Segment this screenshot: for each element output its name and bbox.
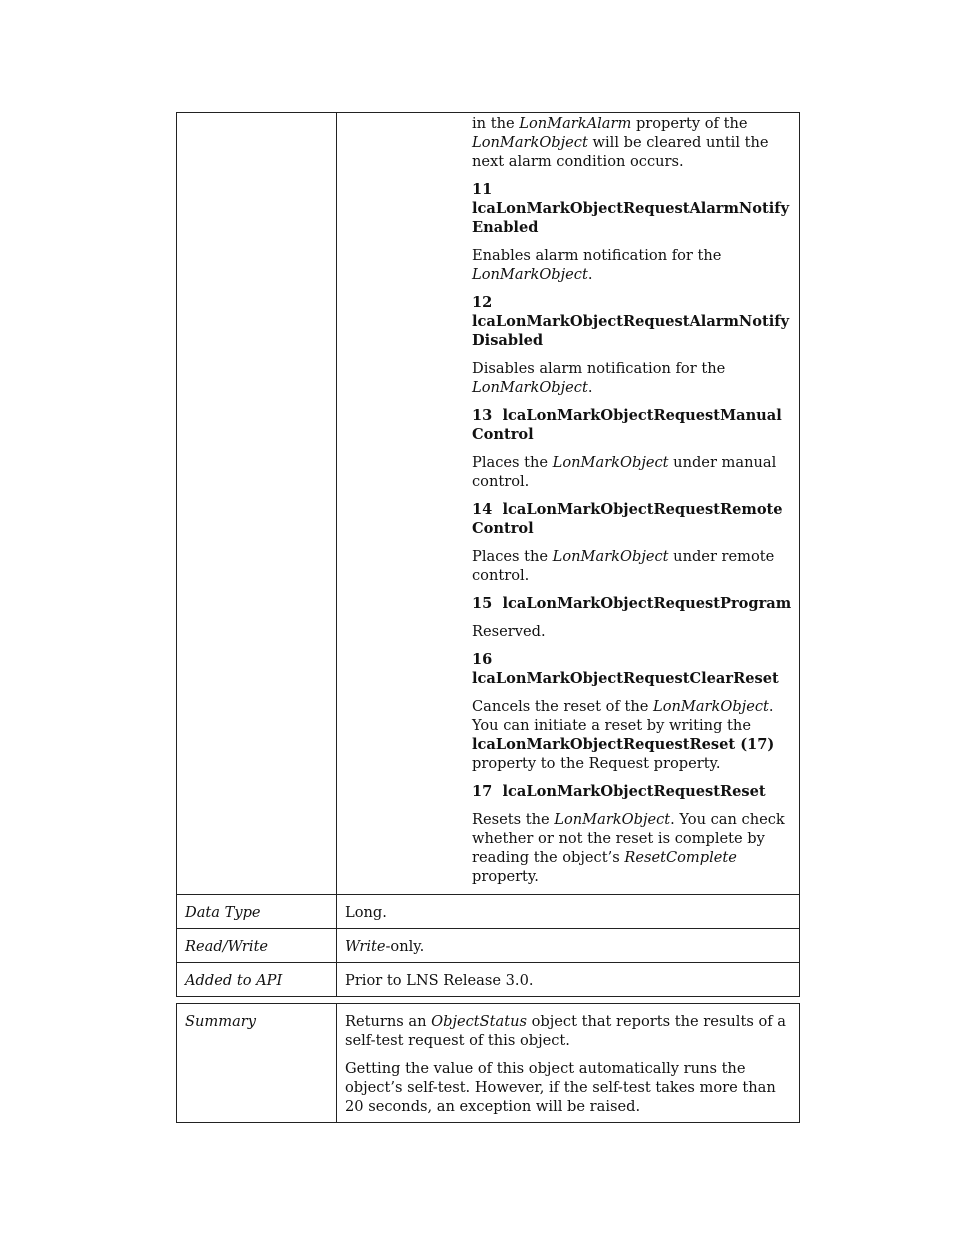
values-label-cell (177, 113, 337, 895)
table-row (177, 895, 800, 929)
value-14-heading: 14 lcaLonMarkObjectRequestRemote Control (472, 501, 783, 537)
intro-text: in the LonMarkAlarm property of the LonMarkObject will be cleared until the next alarm condition occurs. (472, 115, 769, 170)
value-11-heading: 11 lcaLonMarkObjectRequestAlarmNotify Enabled (472, 181, 790, 236)
value-16-heading: 16 lcaLonMarkObjectRequestClearReset (472, 651, 779, 687)
value-13-heading: 13 lcaLonMarkObjectRequestManual Control (472, 407, 782, 443)
read-write-label: Read/Write (177, 929, 337, 963)
values-row (177, 113, 800, 895)
value-12-description: Disables alarm notification for the LonMarkObject. (472, 360, 726, 396)
value-17-heading: 17 lcaLonMarkObjectRequestReset (472, 783, 766, 800)
table-row (177, 1004, 800, 1123)
summary-value (337, 1004, 800, 1123)
value-14-description: Places the LonMarkObject under remote control. (472, 548, 775, 584)
data-type-label: Data Type (177, 895, 337, 929)
summary-paragraph-1: Returns an ObjectStatus object that reports the results of a self-test request of this object. (345, 1013, 786, 1049)
added-to-api-value: Prior to LNS Release 3.0. (337, 963, 800, 997)
summary-paragraph-2: Getting the value of this object automatically runs the object’s self-test. However, if the self-test takes more than 20 seconds, an exception will be raised. (345, 1060, 776, 1115)
value-11-description: Enables alarm notification for the LonMarkObject. (472, 247, 722, 283)
value-16-description: Cancels the reset of the LonMarkObject. You can initiate a reset by writing the lcaLonMarkObjectRequestReset (17) property to the Request property. (472, 698, 775, 772)
summary-label: Summary (177, 1004, 337, 1123)
table-row (177, 963, 800, 997)
values-cell (337, 113, 800, 895)
read-write-value: Write-only. (337, 929, 800, 963)
value-13-description: Places the LonMarkObject under manual control. (472, 454, 777, 490)
data-type-value: Long. (337, 895, 800, 929)
value-15-description: Reserved. (472, 623, 546, 640)
property-table (176, 112, 800, 997)
added-to-api-label: Added to API (177, 963, 337, 997)
value-15-heading: 15 lcaLonMarkObjectRequestProgram (472, 595, 792, 612)
value-17-description: Resets the LonMarkObject. You can check whether or not the reset is complete by reading the object’s ResetComplete property. (472, 811, 785, 885)
value-12-heading: 12 lcaLonMarkObjectRequestAlarmNotify Disabled (472, 294, 790, 349)
summary-table (176, 1003, 800, 1123)
table-row (177, 929, 800, 963)
